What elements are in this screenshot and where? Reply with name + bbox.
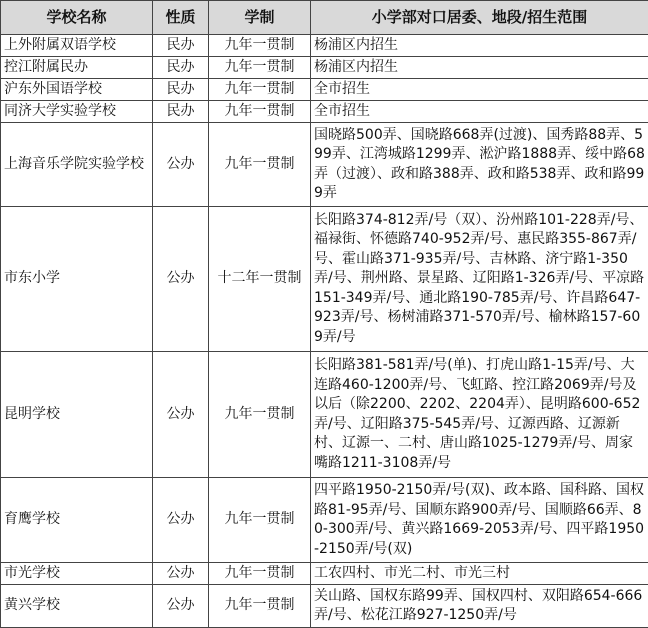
enrollment-range-cell: 国晓路500弄、国晓路668弄(过渡)、国秀路88弄、599弄、江湾城路1299弄、淞沪路1888弄、绥中路68弄（过渡）、政和路388弄、政和路538弄、政和路999弄 <box>311 123 648 207</box>
enrollment-range-cell: 工农四村、市光二村、市光三村 <box>311 563 648 585</box>
enrollment-range-cell: 长阳路374-812弄/号（双）、汾州路101-228弄/号、福禄街、怀德路740-952弄/号、惠民路355-867弄/号、霍山路371-935弄/号、吉林路、济宁路1-350弄/号、荆州路、景星路、辽阳路1-326弄/号、平凉路151-349弄/号、通北路190-785弄/号、许昌路647-923弄/号、杨树浦路371-570弄/号、榆林路157-609弄/号 <box>311 207 648 352</box>
school-system-cell: 十二年一贯制 <box>209 207 311 352</box>
school-system-cell: 九年一贯制 <box>209 585 311 628</box>
school-type-cell: 公办 <box>153 123 209 207</box>
header-range: 小学部对口居委、地段/招生范围 <box>311 1 648 35</box>
table-row <box>1 352 648 478</box>
table-row <box>1 563 648 585</box>
school-system-cell: 九年一贯制 <box>209 101 311 123</box>
table-row <box>1 35 648 57</box>
school-name-cell: 沪东外国语学校 <box>1 79 153 101</box>
enrollment-range-cell: 杨浦区内招生 <box>311 35 648 57</box>
school-system-cell: 九年一贯制 <box>209 35 311 57</box>
header-school-name: 学校名称 <box>1 1 153 35</box>
table-row <box>1 57 648 79</box>
school-name-cell: 黄兴学校 <box>1 585 153 628</box>
enrollment-range-cell: 长阳路381-581弄/号(单)、打虎山路1-15弄/号、大连路460-1200弄/号、飞虹路、控江路2069弄/号及以后（除2200、2202、2204弄）、昆明路600-652弄/号、辽阳路375-545弄/号、辽源西路、辽源新村、辽源一、二村、唐山路1025-1279弄/号、周家嘴路1211-3108弄/号 <box>311 352 648 478</box>
school-system-cell: 九年一贯制 <box>209 57 311 79</box>
school-type-cell: 民办 <box>153 101 209 123</box>
table-row <box>1 207 648 352</box>
school-system-cell: 九年一贯制 <box>209 478 311 563</box>
table-row <box>1 585 648 628</box>
school-type-cell: 公办 <box>153 207 209 352</box>
school-name-cell: 育鹰学校 <box>1 478 153 563</box>
enrollment-range-cell: 全市招生 <box>311 101 648 123</box>
school-name-cell: 同济大学实验学校 <box>1 101 153 123</box>
school-system-cell: 九年一贯制 <box>209 123 311 207</box>
enrollment-range-cell: 四平路1950-2150弄/号(双)、政本路、国科路、国权路81-95弄/号、国顺东路900弄/号、国顺路66弄、80-300弄/号、黄兴路1669-2053弄/号、四平路1950-2150弄/号(双) <box>311 478 648 563</box>
school-system-cell: 九年一贯制 <box>209 79 311 101</box>
table-row <box>1 478 648 563</box>
enrollment-range-cell: 全市招生 <box>311 79 648 101</box>
school-system-cell: 九年一贯制 <box>209 352 311 478</box>
enrollment-range-cell: 杨浦区内招生 <box>311 57 648 79</box>
school-name-cell: 市光学校 <box>1 563 153 585</box>
school-type-cell: 公办 <box>153 585 209 628</box>
school-name-cell: 市东小学 <box>1 207 153 352</box>
school-type-cell: 公办 <box>153 478 209 563</box>
table-body <box>1 35 648 628</box>
school-name-cell: 上外附属双语学校 <box>1 35 153 57</box>
school-type-cell: 民办 <box>153 35 209 57</box>
school-system-cell: 九年一贯制 <box>209 563 311 585</box>
school-type-cell: 民办 <box>153 57 209 79</box>
school-name-cell: 控江附属民办 <box>1 57 153 79</box>
table-row <box>1 79 648 101</box>
school-type-cell: 公办 <box>153 563 209 585</box>
header-row <box>1 1 648 35</box>
table-header <box>1 1 648 35</box>
header-system: 学制 <box>209 1 311 35</box>
table-row <box>1 123 648 207</box>
school-name-cell: 昆明学校 <box>1 352 153 478</box>
school-type-cell: 公办 <box>153 352 209 478</box>
table-row <box>1 101 648 123</box>
enrollment-range-cell: 关山路、国权东路99弄、国权四村、双阳路654-666弄/号、松花江路927-1250弄/号 <box>311 585 648 628</box>
school-type-cell: 民办 <box>153 79 209 101</box>
header-type: 性质 <box>153 1 209 35</box>
school-name-cell: 上海音乐学院实验学校 <box>1 123 153 207</box>
